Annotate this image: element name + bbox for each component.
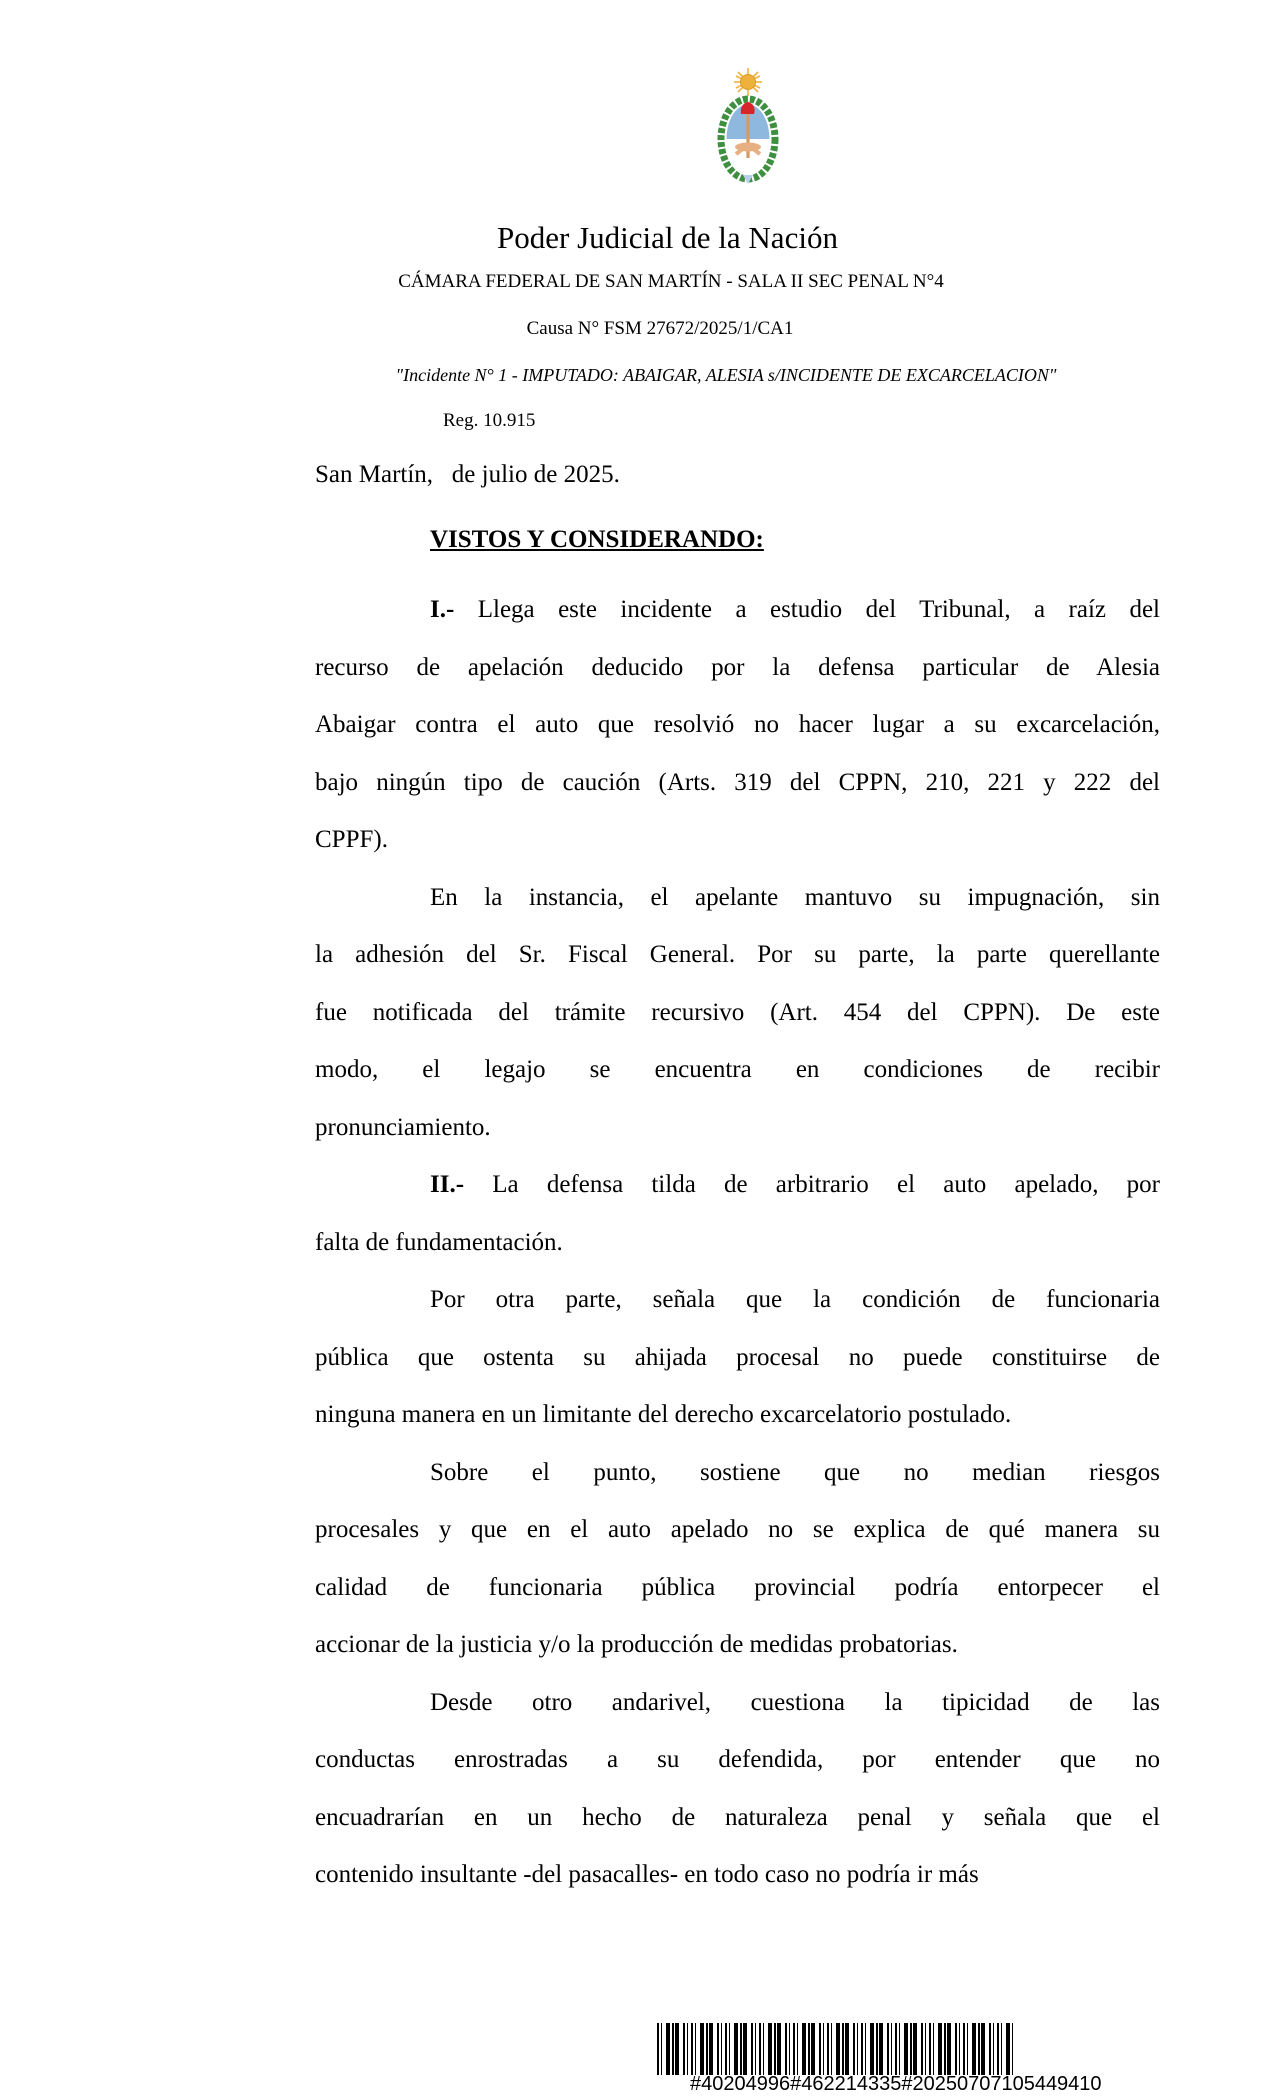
barcode-text: #40204996#462214335#20250707105449410 xyxy=(690,2073,1102,2095)
case-number: Causa N° FSM 27672/2025/1/CA1 xyxy=(526,318,794,339)
body-line-text: ninguna manera en un limitante del derecho excarcelatorio postulado. xyxy=(315,1401,1012,1428)
body-line xyxy=(315,1731,1160,1789)
body-line xyxy=(315,1444,1160,1502)
body-line-text: La defensa tilda de arbitrario el auto apelado, por xyxy=(464,1171,1160,1198)
body-line xyxy=(315,1616,1160,1674)
body-line xyxy=(315,696,1160,754)
body-line-text: pública que ostenta su ahijada procesal no puede constituirse de xyxy=(315,1343,1160,1371)
body-line-text: la adhesión del Sr. Fiscal General. Por su parte, la parte querellante xyxy=(315,941,1160,968)
body-line xyxy=(315,581,1160,639)
section-heading: VISTOS Y CONSIDERANDO: xyxy=(430,526,764,553)
body-line xyxy=(315,1674,1160,1732)
body-line xyxy=(315,811,1160,869)
body-line-text: contenido insultante -del pasacalles- en todo caso no podría ir más xyxy=(315,1861,979,1888)
date-line: San Martín, de julio de 2025. xyxy=(315,461,620,488)
institution-title: Poder Judicial de la Nación xyxy=(497,220,838,255)
body-line xyxy=(315,1559,1160,1617)
body-line xyxy=(315,1156,1160,1214)
body-line-text: conductas enrostradas a su defendida, por entender que no xyxy=(315,1746,1160,1773)
body-line-text: Abaigar contra el auto que resolvió no hacer lugar a su excarcelación, xyxy=(315,711,1160,738)
registry-number: Reg. 10.915 xyxy=(443,410,536,431)
body-line-text: pronunciamiento. xyxy=(315,1113,491,1141)
body-text xyxy=(315,581,1160,1904)
body-line xyxy=(315,926,1160,984)
body-line-text: Sobre el punto, sostiene que no median riesgos xyxy=(430,1458,1160,1486)
body-line-text: procesales y que en el auto apelado no se explica de qué manera su xyxy=(315,1516,1160,1543)
barcode xyxy=(657,2023,1013,2075)
body-line-text: bajo ningún tipo de caución (Arts. 319 del CPPN, 210, 221 y 222 del xyxy=(315,768,1160,796)
section-marker: I.- xyxy=(430,596,455,623)
body-line xyxy=(315,1099,1160,1157)
body-line-text: CPPF). xyxy=(315,826,388,853)
body-line xyxy=(315,1214,1160,1272)
coat-of-arms-icon xyxy=(703,66,793,190)
body-line-text: calidad de funcionaria pública provincial podría entorpecer el xyxy=(315,1573,1160,1601)
body-line-text: accionar de la justicia y/o la producción de medidas probatorias. xyxy=(315,1631,958,1658)
body-line-text: Desde otro andarivel, cuestiona la tipicidad de las xyxy=(430,1688,1160,1716)
body-line xyxy=(315,1386,1160,1444)
body-line-text: En la instancia, el apelante mantuvo su impugnación, sin xyxy=(430,883,1160,911)
body-line xyxy=(315,1501,1160,1559)
body-line xyxy=(315,639,1160,697)
body-line xyxy=(315,1789,1160,1847)
body-line-text: recurso de apelación deducido por la defensa particular de Alesia xyxy=(315,653,1160,681)
body-line-text: encuadrarían en un hecho de naturaleza penal y señala que el xyxy=(315,1803,1160,1831)
body-line xyxy=(315,754,1160,812)
body-line xyxy=(315,869,1160,927)
body-line xyxy=(315,1329,1160,1387)
section-marker: II.- xyxy=(430,1171,465,1198)
court-name: CÁMARA FEDERAL DE SAN MARTÍN - SALA II SEC PENAL N°4 xyxy=(398,271,944,292)
body-line xyxy=(315,984,1160,1042)
body-line-text: Llega este incidente a estudio del Tribunal, a raíz del xyxy=(454,596,1160,623)
body-line-text: Por otra parte, señala que la condición de funcionaria xyxy=(430,1286,1160,1313)
body-line xyxy=(315,1041,1160,1099)
body-line xyxy=(315,1846,1160,1904)
body-line xyxy=(315,1271,1160,1329)
case-caption: "Incidente N° 1 - IMPUTADO: ABAIGAR, ALESIA s/INCIDENTE DE EXCARCELACION" xyxy=(395,365,1057,385)
body-line-text: fue notificada del trámite recursivo (Art. 454 del CPPN). De este xyxy=(315,998,1160,1026)
body-line-text: modo, el legajo se encuentra en condiciones de recibir xyxy=(315,1056,1160,1083)
body-line-text: falta de fundamentación. xyxy=(315,1228,563,1256)
